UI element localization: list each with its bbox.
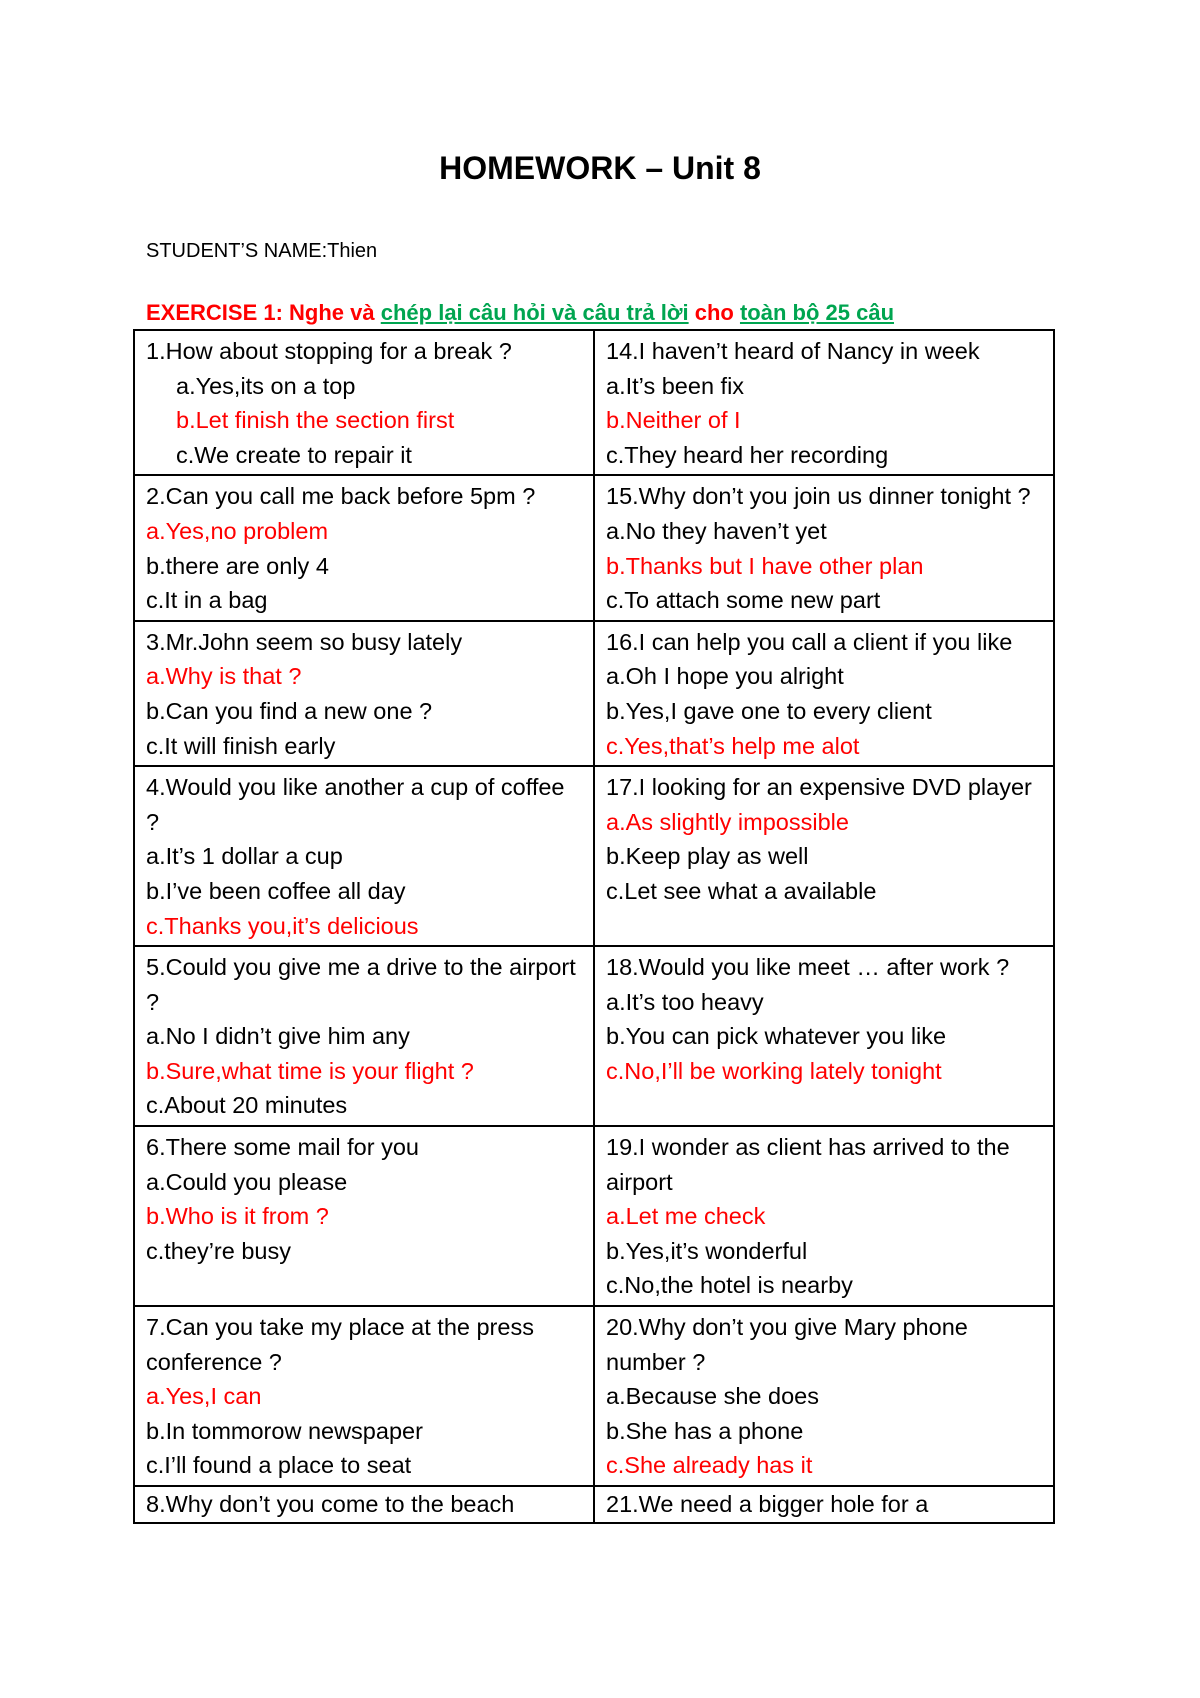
option-a: a.No I didn’t give him any <box>146 1023 410 1050</box>
option-b: b.I’ve been coffee all day <box>146 877 406 904</box>
option-c: c.Let see what a available <box>606 877 877 904</box>
question-cell-6 <box>134 1126 594 1306</box>
option-b: b.Let finish the section first <box>176 407 455 434</box>
question-text: 8.Why don’t you come to the beach <box>146 1491 515 1517</box>
question-cell-20 <box>594 1306 1054 1486</box>
question-text: 15.Why don’t you join us dinner tonight ? <box>606 483 1031 510</box>
question-cell-17 <box>594 766 1054 946</box>
question-cell-15 <box>594 475 1054 620</box>
option-a: a.No they haven’t yet <box>606 517 827 544</box>
question-text: 5.Could you give me a drive to the airport ? <box>146 954 576 1015</box>
table-row <box>134 1486 1054 1523</box>
option-a: a.Why is that ? <box>146 663 302 690</box>
option-c: c.It will finish early <box>146 732 336 759</box>
option-c: c.She already has it <box>606 1452 813 1479</box>
table-row <box>134 621 1054 766</box>
option-c: c.they’re busy <box>146 1237 291 1264</box>
option-b: b.You can pick whatever you like <box>606 1023 947 1050</box>
question-text: 7.Can you take my place at the press conference ? <box>146 1314 534 1375</box>
question-cell-19 <box>594 1126 1054 1306</box>
question-cell-3 <box>134 621 594 766</box>
page-title: HOMEWORK – Unit 8 <box>439 150 761 186</box>
question-cell-18 <box>594 946 1054 1126</box>
option-c: c.Thanks you,it’s delicious <box>146 912 419 939</box>
option-a: a.It’s been fix <box>606 372 745 399</box>
option-a: a.As slightly impossible <box>606 808 849 835</box>
table-row <box>134 475 1054 620</box>
question-text: 14.I haven’t heard of Nancy in week <box>606 338 980 364</box>
question-text: 20.Why don’t you give Mary phone number ? <box>606 1314 968 1375</box>
option-a: a.It’s too heavy <box>606 988 764 1015</box>
option-c: c.No,I’ll be working lately tonight <box>606 1057 942 1084</box>
option-a: a.Because she does <box>606 1383 819 1410</box>
option-a: a.Oh I hope you alright <box>606 663 844 690</box>
option-b: b.there are only 4 <box>146 552 329 579</box>
option-a: a.It’s 1 dollar a cup <box>146 843 343 870</box>
option-b: b.Who is it from ? <box>146 1203 329 1230</box>
option-a: a.Let me check <box>606 1203 766 1230</box>
question-cell-21 <box>594 1486 1054 1523</box>
option-c: c.About 20 minutes <box>146 1092 348 1119</box>
exercise-instruction <box>146 300 894 326</box>
option-c: c.I’ll found a place to seat <box>146 1452 412 1479</box>
student-name-line: STUDENT’S NAME:Thien <box>146 240 378 262</box>
question-cell-8 <box>134 1486 594 1523</box>
option-b: b.Yes,it’s wonderful <box>606 1237 808 1264</box>
exercise-mid: cho <box>688 300 740 325</box>
question-text: 6.There some mail for you <box>146 1134 419 1161</box>
option-a: a.Could you please <box>146 1168 348 1195</box>
option-b: b.Yes,I gave one to every client <box>606 697 932 724</box>
option-b: b.Sure,what time is your flight ? <box>146 1057 474 1084</box>
question-text: 21.We need a bigger hole for a <box>606 1491 929 1517</box>
option-b: b.Neither of I <box>606 407 741 434</box>
question-cell-14 <box>594 330 1054 475</box>
option-b: b.She has a phone <box>606 1417 804 1444</box>
question-text: 18.Would you like meet … after work ? <box>606 954 1010 981</box>
option-b: b.Keep play as well <box>606 843 809 870</box>
option-b: b.In tommorow newspaper <box>146 1417 423 1444</box>
table-row <box>134 330 1054 475</box>
option-c: c.It in a bag <box>146 587 268 614</box>
table-row <box>134 766 1054 946</box>
question-cell-4 <box>134 766 594 946</box>
option-a: a.Yes,I can <box>146 1383 262 1410</box>
option-c: c.Yes,that’s help me alot <box>606 732 860 759</box>
question-table <box>133 329 1055 1524</box>
question-text: 17.I looking for an expensive DVD player <box>606 774 1032 801</box>
question-text: 4.Would you like another a cup of coffee ? <box>146 774 565 835</box>
question-text: 19.I wonder as client has arrived to the airport <box>606 1134 1010 1195</box>
question-text: 3.Mr.John seem so busy lately <box>146 628 463 655</box>
question-cell-7 <box>134 1306 594 1486</box>
exercise-highlight-2: toàn bộ 25 câu <box>739 300 895 325</box>
exercise-highlight-1: chép lại câu hỏi và câu trả lời <box>380 300 689 325</box>
question-cell-2 <box>134 475 594 620</box>
option-c: c.No,the hotel is nearby <box>606 1272 853 1299</box>
option-c: c.They heard her recording <box>606 441 889 468</box>
question-text: 2.Can you call me back before 5pm ? <box>146 483 536 510</box>
option-b: b.Can you find a new one ? <box>146 697 433 724</box>
question-cell-1 <box>134 330 594 475</box>
table-row <box>134 946 1054 1126</box>
option-c: c.To attach some new part <box>606 587 881 614</box>
table-row <box>134 1306 1054 1486</box>
option-a: a.Yes,its on a top <box>176 372 356 399</box>
question-cell-16 <box>594 621 1054 766</box>
question-cell-5 <box>134 946 594 1126</box>
option-b: b.Thanks but I have other plan <box>606 552 924 579</box>
option-c: c.We create to repair it <box>176 441 412 468</box>
table-row <box>134 1126 1054 1306</box>
question-text: 1.How about stopping for a break ? <box>146 338 512 364</box>
exercise-label: EXERCISE 1: Nghe và <box>146 300 381 325</box>
option-a: a.Yes,no problem <box>146 517 329 544</box>
question-text: 16.I can help you call a client if you like <box>606 628 1013 655</box>
